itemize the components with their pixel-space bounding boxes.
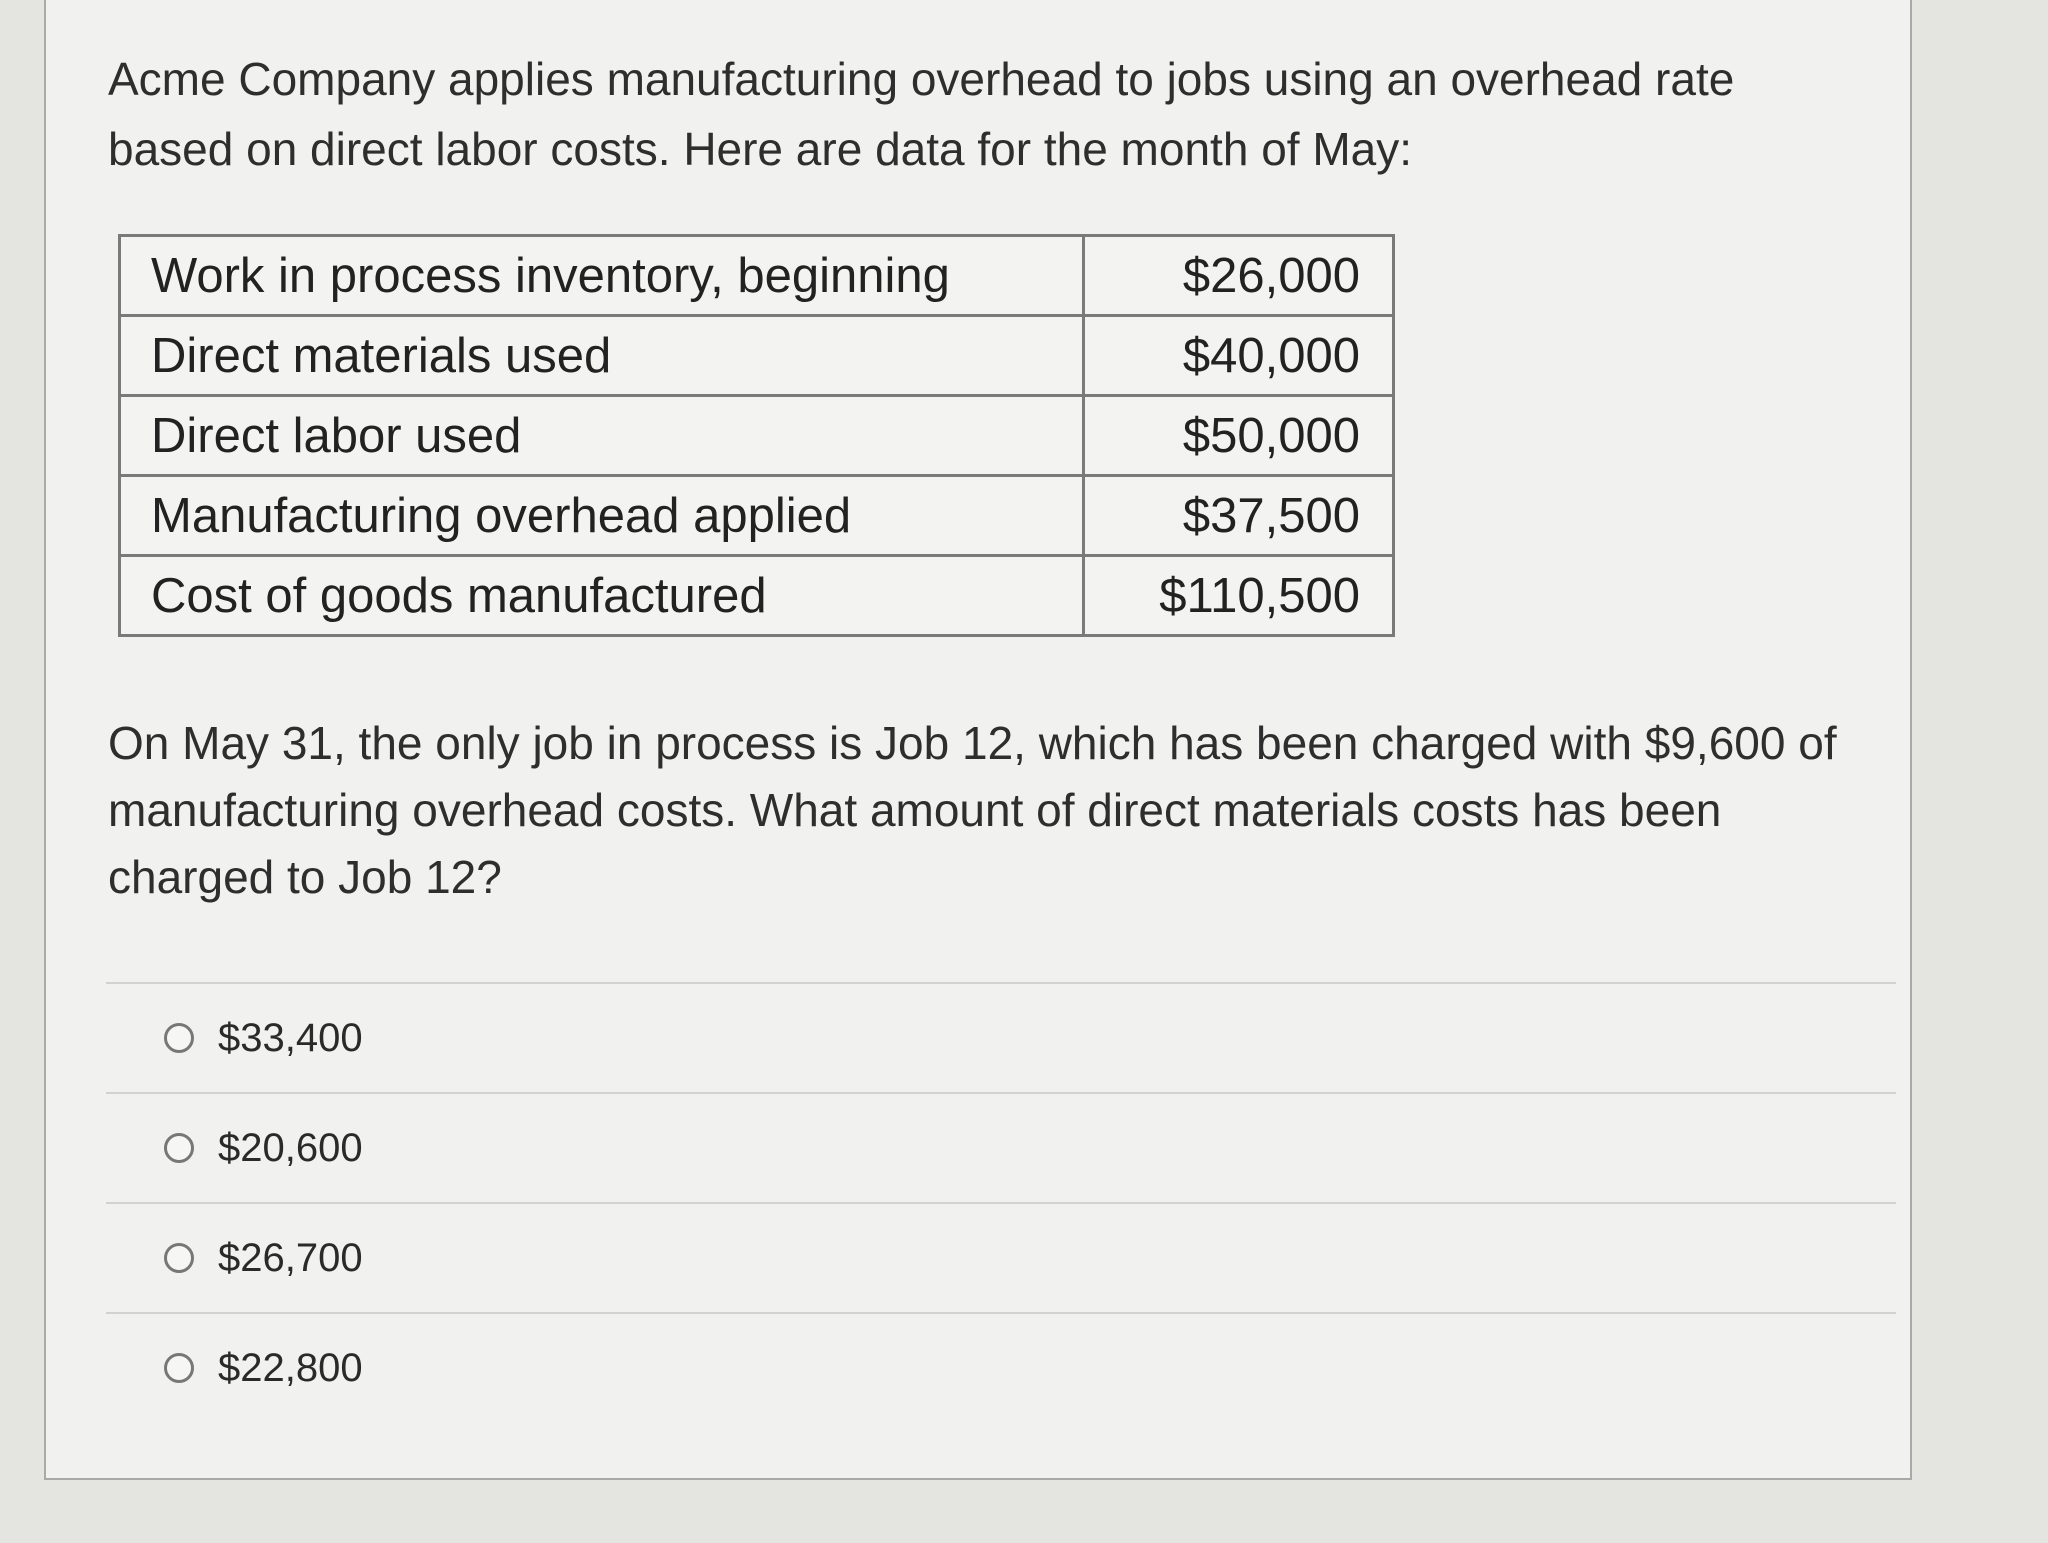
answer-option-1[interactable] bbox=[106, 984, 1906, 1092]
question-prompt: On May 31, the only job in process is Job 12, which has been charged with $9,600 of manufacturing overhead costs. What amount of direct materials costs has been charged to Job 12? bbox=[108, 717, 1837, 903]
radio-button-icon[interactable] bbox=[164, 1023, 194, 1053]
answer-label: $22,800 bbox=[218, 1345, 363, 1390]
table-row bbox=[120, 396, 1394, 476]
answer-option-3[interactable] bbox=[106, 1204, 1906, 1312]
answer-label: $20,600 bbox=[218, 1125, 363, 1170]
table-row bbox=[120, 316, 1394, 396]
row-label: Cost of goods manufactured bbox=[120, 556, 1084, 636]
answer-option-4[interactable] bbox=[106, 1314, 1906, 1422]
question-card bbox=[44, 0, 1912, 1480]
answer-label: $26,700 bbox=[218, 1235, 363, 1280]
radio-button-icon[interactable] bbox=[164, 1133, 194, 1163]
answer-option-2[interactable] bbox=[106, 1094, 1906, 1202]
radio-button-icon[interactable] bbox=[164, 1353, 194, 1383]
row-label: Work in process inventory, beginning bbox=[120, 236, 1084, 316]
row-value: $40,000 bbox=[1084, 316, 1394, 396]
cost-data-table bbox=[118, 234, 1395, 637]
question-intro: Acme Company applies manufacturing overhead to jobs using an overhead rate based on direct labor costs. Here are data for the month of May: bbox=[108, 53, 1735, 175]
row-value: $37,500 bbox=[1084, 476, 1394, 556]
table-row bbox=[120, 236, 1394, 316]
table-row bbox=[120, 476, 1394, 556]
answer-choices bbox=[106, 982, 1906, 1422]
radio-button-icon[interactable] bbox=[164, 1243, 194, 1273]
row-value: $50,000 bbox=[1084, 396, 1394, 476]
row-label: Direct labor used bbox=[120, 396, 1084, 476]
table-row bbox=[120, 556, 1394, 636]
row-value: $110,500 bbox=[1084, 556, 1394, 636]
answer-label: $33,400 bbox=[218, 1015, 363, 1060]
row-label: Direct materials used bbox=[120, 316, 1084, 396]
row-label: Manufacturing overhead applied bbox=[120, 476, 1084, 556]
row-value: $26,000 bbox=[1084, 236, 1394, 316]
